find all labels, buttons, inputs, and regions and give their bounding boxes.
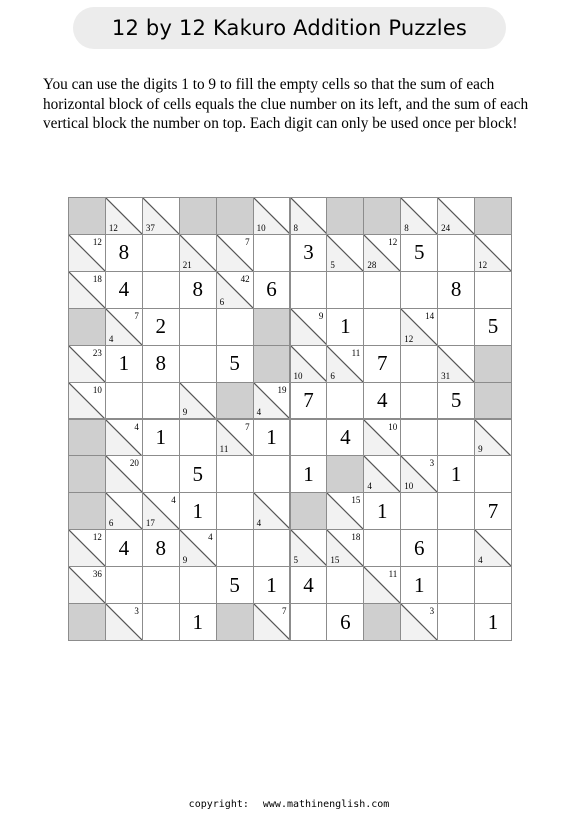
down-clue: 9 — [478, 444, 483, 455]
answer-cell[interactable] — [142, 455, 180, 493]
given-digit: 4 — [377, 388, 388, 413]
answer-cell[interactable] — [363, 382, 401, 420]
given-digit: 1 — [303, 461, 314, 486]
given-digit: 3 — [303, 240, 314, 265]
across-clue: 3 — [429, 458, 435, 469]
across-clue: 10 — [388, 421, 398, 432]
down-clue: 5 — [330, 259, 335, 270]
clue-cell — [290, 197, 328, 235]
answer-cell[interactable] — [400, 419, 438, 457]
blocked-cell — [253, 345, 291, 383]
given-digit: 4 — [303, 572, 314, 597]
answer-cell[interactable] — [437, 455, 475, 493]
given-digit: 1 — [155, 424, 167, 449]
clue-cell — [400, 455, 438, 493]
given-digit: 8 — [118, 240, 130, 265]
answer-cell[interactable] — [216, 455, 254, 493]
given-digit: 5 — [229, 351, 240, 376]
down-clue: 37 — [145, 222, 155, 233]
clue-cell — [363, 234, 401, 272]
answer-cell[interactable] — [290, 455, 328, 493]
across-clue: 42 — [240, 273, 250, 284]
clue-cell — [326, 492, 364, 530]
answer-cell[interactable] — [142, 566, 180, 604]
across-clue: 19 — [277, 384, 287, 395]
answer-cell[interactable] — [290, 566, 328, 604]
down-clue: 8 — [293, 222, 298, 233]
given-digit: 1 — [450, 461, 462, 486]
blocked-cell — [216, 382, 254, 420]
given-digit: 2 — [155, 314, 167, 339]
across-clue: 9 — [318, 310, 324, 321]
given-digit: 7 — [377, 351, 388, 376]
blocked-cell — [68, 603, 106, 641]
clue-cell — [474, 529, 512, 567]
answer-cell[interactable] — [437, 529, 475, 567]
given-digit: 8 — [450, 277, 462, 302]
across-clue: 12 — [388, 236, 398, 247]
answer-cell[interactable] — [142, 271, 180, 309]
down-clue: 17 — [145, 518, 155, 529]
answer-cell[interactable] — [363, 529, 401, 567]
clue-cell — [68, 345, 106, 383]
clue-cell — [105, 308, 143, 346]
answer-cell[interactable] — [253, 566, 291, 604]
answer-cell[interactable] — [290, 382, 328, 420]
across-clue: 12 — [92, 236, 102, 247]
page-title: 12 by 12 Kakuro Addition Puzzles — [111, 16, 468, 40]
kakuro-grid — [68, 197, 511, 640]
across-clue: 18 — [351, 532, 361, 543]
given-digit: 1 — [340, 314, 351, 339]
footer — [0, 799, 578, 810]
given-digit: 6 — [340, 609, 351, 634]
answer-cell[interactable] — [142, 382, 180, 420]
down-clue: 10 — [256, 222, 266, 233]
title-banner — [73, 7, 506, 49]
clue-cell — [253, 492, 291, 530]
instructions-text: You can use the digits 1 to 9 to fill the empty cells so that the sum of each horizontal block of cells equals the clue number on its left, and the sum of each vertical block the number on top. Each digit can only be used once per block! — [43, 76, 529, 132]
clue-cell — [400, 603, 438, 641]
answer-cell[interactable] — [216, 345, 254, 383]
given-digit: 4 — [118, 277, 130, 302]
down-clue: 9 — [182, 555, 188, 566]
answer-cell[interactable] — [474, 603, 512, 641]
answer-cell[interactable] — [179, 271, 217, 309]
answer-cell[interactable] — [326, 419, 364, 457]
answer-cell[interactable] — [253, 271, 291, 309]
clue-cell — [290, 529, 328, 567]
given-digit: 8 — [155, 351, 167, 376]
answer-cell[interactable] — [363, 345, 401, 383]
given-digit: 8 — [155, 535, 167, 560]
blocked-cell — [474, 382, 512, 420]
blocked-cell — [68, 197, 106, 235]
given-digit: 5 — [450, 388, 462, 413]
blocked-cell — [179, 197, 217, 235]
answer-cell[interactable] — [400, 566, 438, 604]
answer-cell[interactable] — [253, 419, 291, 457]
answer-cell[interactable] — [290, 271, 328, 309]
given-digit: 6 — [266, 277, 277, 302]
across-clue: 10 — [92, 384, 102, 395]
answer-cell[interactable] — [290, 419, 328, 457]
across-clue: 12 — [92, 532, 102, 543]
answer-cell[interactable] — [105, 529, 143, 567]
across-clue: 7 — [281, 606, 287, 617]
clue-cell — [68, 566, 106, 604]
clue-cell — [253, 382, 291, 420]
down-clue: 28 — [367, 259, 377, 270]
blocked-cell — [326, 455, 364, 493]
answer-cell[interactable] — [142, 603, 180, 641]
clue-cell — [290, 345, 328, 383]
down-clue: 10 — [404, 481, 414, 492]
down-clue: 12 — [478, 259, 488, 270]
answer-cell[interactable] — [363, 308, 401, 346]
answer-cell[interactable] — [105, 234, 143, 272]
answer-cell[interactable] — [474, 492, 512, 530]
answer-cell[interactable] — [142, 529, 180, 567]
given-digit: 4 — [340, 424, 351, 449]
given-digit: 7 — [487, 498, 499, 523]
answer-cell[interactable] — [400, 271, 438, 309]
across-clue: 11 — [388, 569, 398, 580]
clue-cell — [179, 382, 217, 420]
across-clue: 23 — [92, 347, 102, 358]
answer-cell[interactable] — [179, 308, 217, 346]
blocked-cell — [363, 603, 401, 641]
answer-cell[interactable] — [142, 419, 180, 457]
copyright-label: copyright: — [188, 799, 249, 810]
answer-cell[interactable] — [179, 603, 217, 641]
blocked-cell — [474, 197, 512, 235]
clue-cell — [400, 197, 438, 235]
blocked-cell — [253, 308, 291, 346]
clue-cell — [437, 197, 475, 235]
down-clue: 9 — [182, 407, 188, 418]
answer-cell[interactable] — [179, 492, 217, 530]
across-clue: 7 — [245, 236, 250, 247]
answer-cell[interactable] — [142, 345, 180, 383]
down-clue: 6 — [108, 518, 114, 529]
answer-cell[interactable] — [290, 603, 328, 641]
clue-cell — [363, 566, 401, 604]
across-clue: 11 — [351, 347, 361, 358]
given-digit: 5 — [413, 240, 425, 265]
answer-cell[interactable] — [437, 234, 475, 272]
answer-cell[interactable] — [105, 345, 143, 383]
answer-cell[interactable] — [400, 234, 438, 272]
given-digit: 1 — [118, 351, 130, 376]
answer-cell[interactable] — [474, 455, 512, 493]
answer-cell[interactable] — [105, 271, 143, 309]
down-clue: 6 — [219, 296, 225, 307]
answer-cell[interactable] — [253, 234, 291, 272]
answer-cell[interactable] — [142, 234, 180, 272]
given-digit: 1 — [266, 424, 277, 449]
answer-cell[interactable] — [253, 455, 291, 493]
answer-cell[interactable] — [105, 566, 143, 604]
given-digit: 1 — [192, 609, 203, 634]
answer-cell[interactable] — [326, 308, 364, 346]
answer-cell[interactable] — [437, 492, 475, 530]
clue-cell — [474, 234, 512, 272]
across-clue: 3 — [429, 606, 435, 617]
answer-cell[interactable] — [253, 529, 291, 567]
blocked-cell — [290, 492, 328, 530]
answer-cell[interactable] — [363, 492, 401, 530]
clue-cell — [105, 419, 143, 457]
across-clue: 7 — [245, 421, 250, 432]
clue-cell — [326, 345, 364, 383]
answer-cell[interactable] — [400, 382, 438, 420]
given-digit: 1 — [192, 498, 203, 523]
clue-cell — [290, 308, 328, 346]
clue-cell — [326, 529, 364, 567]
clue-cell — [142, 492, 180, 530]
across-clue: 4 — [208, 532, 213, 543]
across-clue: 3 — [134, 606, 139, 617]
clue-cell — [363, 455, 401, 493]
clue-cell — [68, 234, 106, 272]
down-clue: 8 — [404, 222, 409, 233]
down-clue: 10 — [293, 370, 303, 381]
down-clue: 12 — [108, 222, 118, 233]
given-digit: 5 — [229, 572, 240, 597]
answer-cell[interactable] — [216, 566, 254, 604]
down-clue: 21 — [182, 259, 192, 270]
clue-cell — [105, 492, 143, 530]
down-clue: 4 — [256, 407, 262, 418]
answer-cell[interactable] — [437, 419, 475, 457]
blocked-cell — [68, 492, 106, 530]
blocked-cell — [216, 197, 254, 235]
answer-cell[interactable] — [474, 566, 512, 604]
clue-cell — [179, 529, 217, 567]
answer-cell[interactable] — [142, 308, 180, 346]
answer-cell[interactable] — [326, 382, 364, 420]
given-digit: 5 — [487, 314, 499, 339]
clue-cell — [105, 603, 143, 641]
blocked-cell — [474, 345, 512, 383]
down-clue: 12 — [404, 333, 414, 344]
blocked-cell — [68, 455, 106, 493]
down-clue: 31 — [441, 370, 451, 381]
given-digit: 6 — [413, 535, 425, 560]
answer-cell[interactable] — [437, 271, 475, 309]
clue-cell — [474, 419, 512, 457]
down-clue: 24 — [441, 222, 451, 233]
clue-cell — [326, 234, 364, 272]
answer-cell[interactable] — [326, 566, 364, 604]
answer-cell[interactable] — [474, 271, 512, 309]
given-digit: 8 — [192, 277, 203, 302]
clue-cell — [68, 529, 106, 567]
down-clue: 6 — [330, 370, 335, 381]
answer-cell[interactable] — [400, 529, 438, 567]
answer-cell[interactable] — [179, 419, 217, 457]
blocked-cell — [68, 419, 106, 457]
across-clue: 4 — [171, 495, 176, 506]
given-digit: 7 — [303, 388, 314, 413]
clue-cell — [216, 234, 254, 272]
answer-cell[interactable] — [216, 492, 254, 530]
clue-cell — [142, 197, 180, 235]
clue-cell — [68, 271, 106, 309]
across-clue: 7 — [134, 310, 139, 321]
answer-cell[interactable] — [216, 308, 254, 346]
clue-cell — [437, 345, 475, 383]
down-clue: 4 — [256, 518, 262, 529]
given-digit: 1 — [487, 609, 499, 634]
answer-cell[interactable] — [363, 271, 401, 309]
answer-cell[interactable] — [437, 566, 475, 604]
down-clue: 4 — [478, 555, 483, 566]
given-digit: 1 — [377, 498, 388, 523]
answer-cell[interactable] — [437, 308, 475, 346]
answer-cell[interactable] — [179, 455, 217, 493]
answer-cell[interactable] — [326, 271, 364, 309]
down-clue: 4 — [367, 481, 372, 492]
given-digit: 1 — [413, 572, 425, 597]
across-clue: 20 — [129, 458, 139, 469]
answer-cell[interactable] — [474, 308, 512, 346]
clue-cell — [253, 197, 291, 235]
blocked-cell — [68, 308, 106, 346]
answer-cell[interactable] — [326, 603, 364, 641]
across-clue: 36 — [92, 569, 102, 580]
answer-cell[interactable] — [179, 345, 217, 383]
clue-cell — [179, 234, 217, 272]
answer-cell[interactable] — [216, 529, 254, 567]
across-clue: 14 — [425, 310, 435, 321]
across-clue: 15 — [351, 495, 361, 506]
answer-cell[interactable] — [437, 603, 475, 641]
clue-cell — [400, 308, 438, 346]
answer-cell[interactable] — [400, 492, 438, 530]
answer-cell[interactable] — [400, 345, 438, 383]
across-clue: 18 — [92, 273, 102, 284]
clue-cell — [216, 271, 254, 309]
answer-cell[interactable] — [437, 382, 475, 420]
clue-cell — [68, 382, 106, 420]
given-digit: 1 — [266, 572, 277, 597]
down-clue: 5 — [293, 555, 298, 566]
answer-cell[interactable] — [105, 382, 143, 420]
down-clue: 4 — [108, 333, 114, 344]
answer-cell[interactable] — [179, 566, 217, 604]
blocked-cell — [216, 603, 254, 641]
clue-cell — [363, 419, 401, 457]
website-link[interactable]: www.mathinenglish.com — [262, 799, 390, 810]
down-clue: 15 — [330, 555, 340, 566]
blocked-cell — [363, 197, 401, 235]
down-clue: 11 — [219, 444, 229, 455]
clue-cell — [105, 455, 143, 493]
given-digit: 4 — [118, 535, 130, 560]
blocked-cell — [326, 197, 364, 235]
clue-cell — [105, 197, 143, 235]
answer-cell[interactable] — [290, 234, 328, 272]
clue-cell — [216, 419, 254, 457]
clue-cell — [253, 603, 291, 641]
given-digit: 5 — [192, 461, 203, 486]
across-clue: 4 — [134, 421, 139, 432]
